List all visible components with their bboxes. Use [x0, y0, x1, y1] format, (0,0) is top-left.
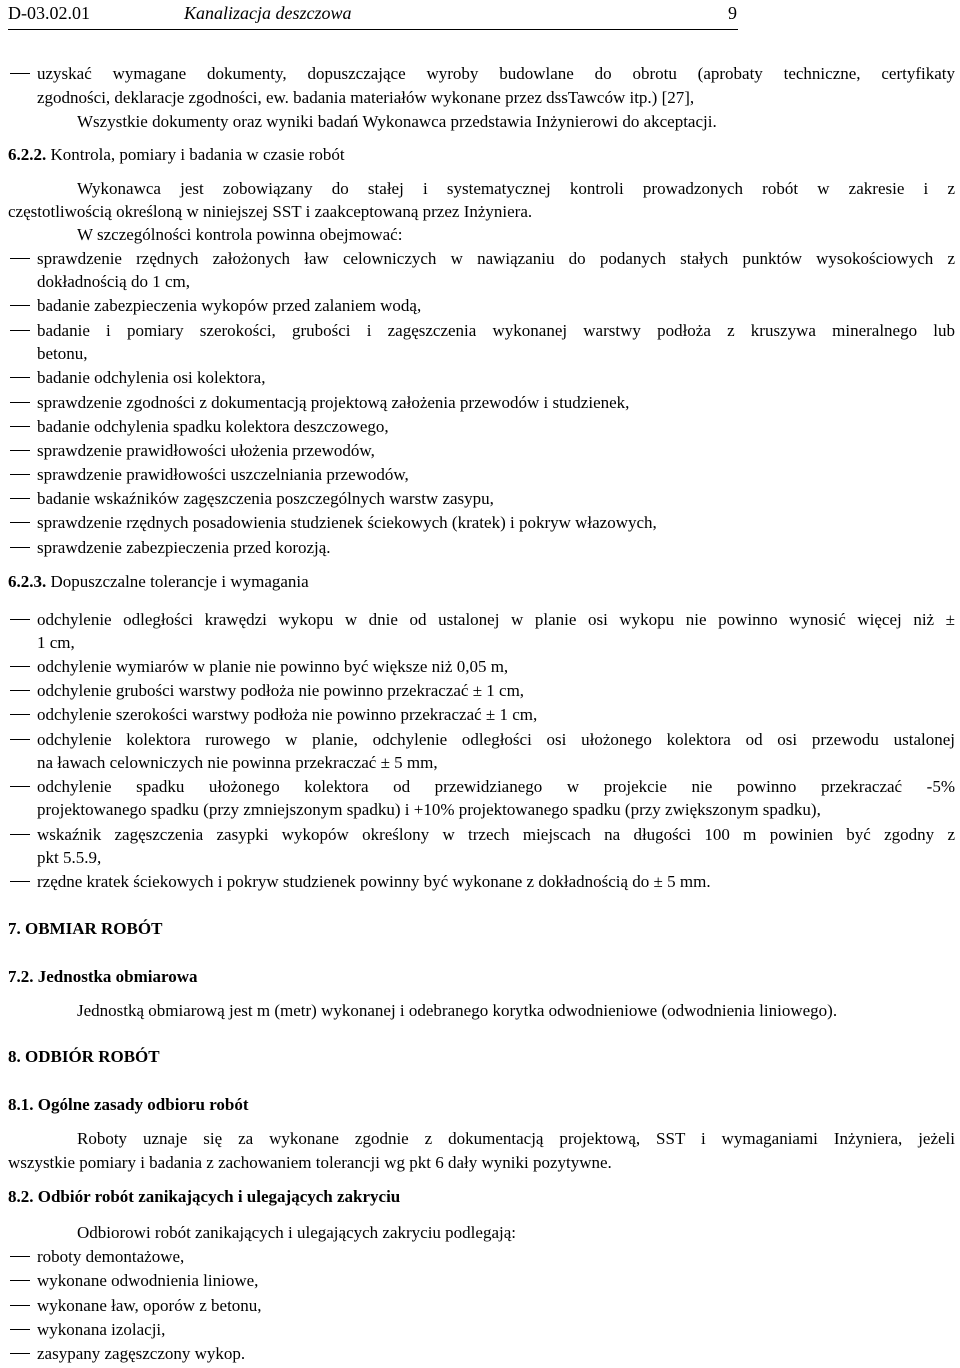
- list-dash: [10, 305, 30, 306]
- list-dash: [10, 1280, 30, 1281]
- paragraph: Wykonawca jest zobowiązany do stałej i systematycznej kontroli prowadzonych robót w zakresie i z: [77, 179, 955, 198]
- paragraph: Jednostką obmiarową jest m (metr) wykonanej i odebranego korytka odwodnieniowe (odwodnienia liniowego).: [77, 1001, 838, 1020]
- list-item: uzyskać wymagane dokumenty, dopuszczające wyroby budowlane do obrotu (aprobaty techniczne, certyfikaty: [37, 64, 955, 83]
- list-dash: [10, 402, 30, 403]
- list-item: roboty demontażowe,: [37, 1247, 185, 1266]
- list-item: sprawdzenie zgodności z dokumentacją projektową założenia przewodów i studzienek,: [37, 393, 630, 412]
- list-item: wykonana izolacji,: [37, 1320, 166, 1339]
- list-item-continuation: 1 cm,: [37, 633, 75, 652]
- list-dash: [10, 690, 30, 691]
- paragraph-continuation: częstotliwością określoną w niniejszej SST i zaakceptowaną przez Inżyniera.: [8, 202, 533, 221]
- list-dash: [10, 1329, 30, 1330]
- list-dash: [10, 786, 30, 787]
- list-item: odchylenie kolektora rurowego w planie, odchylenie odległości osi ułożonego kolektora od osi przewodu ustalonej: [37, 730, 955, 749]
- section-number: 8.1.: [8, 1095, 34, 1114]
- list-item: odchylenie grubości warstwy podłoża nie powinno przekraczać ± 1 cm,: [37, 681, 525, 700]
- paragraph: W szczególności kontrola powinna obejmować:: [77, 225, 403, 244]
- list-dash: [10, 258, 30, 259]
- list-item: odchylenie wymiarów w planie nie powinno być większe niż 0,05 m,: [37, 657, 509, 676]
- section-title: Jednostka obmiarowa: [37, 967, 198, 986]
- list-item: badanie i pomiary szerokości, grubości i zagęszczenia wykonanej warstwy podłoża z kruszywa mineralnego lub: [37, 321, 955, 340]
- list-item: badanie odchylenia osi kolektora,: [37, 368, 266, 387]
- list-item-continuation: na ławach celowniczych nie powinna przekraczać ± 5 mm,: [37, 753, 438, 772]
- list-dash: [10, 474, 30, 475]
- section-heading-8-1: [8, 1094, 249, 1116]
- section-heading-6-2-2: [8, 144, 345, 166]
- section-number: 6.2.3.: [8, 572, 47, 591]
- list-item: odchylenie odległości krawędzi wykopu w dnie od ustalonej w planie osi wykopu nie powinno wynosić więcej niż ±: [37, 610, 955, 629]
- list-dash: [10, 377, 30, 378]
- chapter-heading-7: 7. OBMIAR ROBÓT: [8, 919, 163, 938]
- page-number: 9: [728, 3, 737, 23]
- paragraph-continuation: wszystkie pomiary i badania z zachowaniem tolerancji wg pkt 6 dały wyniki pozytywne.: [8, 1153, 612, 1172]
- list-item: sprawdzenie prawidłowości ułożenia przewodów,: [37, 441, 375, 460]
- list-dash: [10, 498, 30, 499]
- list-item: odchylenie szerokości warstwy podłoża nie powinno przekraczać ± 1 cm,: [37, 705, 538, 724]
- list-dash: [10, 619, 30, 620]
- list-item: zasypany zagęszczony wykop.: [37, 1344, 246, 1363]
- list-dash: [10, 739, 30, 740]
- list-item: odchylenie spadku ułożonego kolektora od przewidzianego w projekcie nie powinno przekraczać -5%: [37, 777, 955, 796]
- section-title: Kontrola, pomiary i badania w czasie robót: [50, 145, 345, 164]
- list-item-continuation: projektowanego spadku (przy zmniejszonym spadku) i +10% projektowanego spadku (przy zwiększonym spadku),: [37, 800, 821, 819]
- section-title: Dopuszczalne tolerancje i wymagania: [50, 572, 309, 591]
- list-item: sprawdzenie rzędnych założonych ław celowniczych w nawiązaniu do podanych stałych punktów wysokościowych z: [37, 249, 955, 268]
- document-title: Kanalizacja deszczowa: [184, 3, 352, 23]
- section-heading-7-2: [8, 966, 198, 988]
- paragraph: Wszystkie dokumenty oraz wyniki badań Wykonawca przedstawia Inżynierowi do akceptacji.: [77, 112, 717, 131]
- page-header: [8, 2, 738, 30]
- list-item: wskaźnik zagęszczenia zasypki wykopów określony w trzech miejscach na długości 100 m powinien być zgodny z: [37, 825, 955, 844]
- list-dash: [10, 547, 30, 548]
- section-heading-8-2: [8, 1186, 400, 1208]
- list-item: sprawdzenie prawidłowości uszczelniania przewodów,: [37, 465, 409, 484]
- list-dash: [10, 881, 30, 882]
- paragraph: Roboty uznaje się za wykonane zgodnie z dokumentacją projektową, SST i wymaganiami Inżyniera, jeżeli: [77, 1129, 955, 1148]
- list-dash: [10, 1256, 30, 1257]
- list-dash: [10, 426, 30, 427]
- list-item: rzędne kratek ściekowych i pokryw studzienek powinny być wykonane z dokładnością do ± 5 mm.: [37, 872, 711, 891]
- list-item: wykonane ław, oporów z betonu,: [37, 1296, 262, 1315]
- list-item-continuation: dokładnością do 1 cm,: [37, 272, 190, 291]
- list-dash: [10, 666, 30, 667]
- list-item-continuation: betonu,: [37, 344, 88, 363]
- list-dash: [10, 1305, 30, 1306]
- list-dash: [10, 73, 30, 74]
- section-number: 8.2.: [8, 1187, 34, 1206]
- list-item-continuation: pkt 5.5.9,: [37, 848, 102, 867]
- chapter-heading-8: 8. ODBIÓR ROBÓT: [8, 1047, 160, 1066]
- section-number: 6.2.2.: [8, 145, 47, 164]
- list-item-continuation: zgodności, deklaracje zgodności, ew. badania materiałów wykonane przez dssTawców itp.) [27],: [37, 88, 695, 107]
- list-item: sprawdzenie rzędnych posadowienia studzienek ściekowych (kratek) i pokryw włazowych,: [37, 513, 657, 532]
- list-dash: [10, 330, 30, 331]
- section-number: 7.2.: [8, 967, 34, 986]
- list-dash: [10, 1353, 30, 1354]
- list-item: badanie odchylenia spadku kolektora deszczowego,: [37, 417, 389, 436]
- list-dash: [10, 450, 30, 451]
- section-heading-6-2-3: [8, 571, 309, 593]
- section-title: Odbiór robót zanikających i ulegających zakryciu: [37, 1187, 401, 1206]
- paragraph: Odbiorowi robót zanikających i ulegających zakryciu podlegają:: [77, 1223, 516, 1242]
- list-item: sprawdzenie zabezpieczenia przed korozją.: [37, 538, 331, 557]
- list-dash: [10, 714, 30, 715]
- section-title: Ogólne zasady odbioru robót: [37, 1095, 249, 1114]
- list-dash: [10, 834, 30, 835]
- list-dash: [10, 522, 30, 523]
- document-code: D-03.02.01: [8, 3, 90, 23]
- list-item: badanie zabezpieczenia wykopów przed zalaniem wodą,: [37, 296, 422, 315]
- list-item: wykonane odwodnienia liniowe,: [37, 1271, 259, 1290]
- list-item: badanie wskaźników zagęszczenia poszczególnych warstw zasypu,: [37, 489, 494, 508]
